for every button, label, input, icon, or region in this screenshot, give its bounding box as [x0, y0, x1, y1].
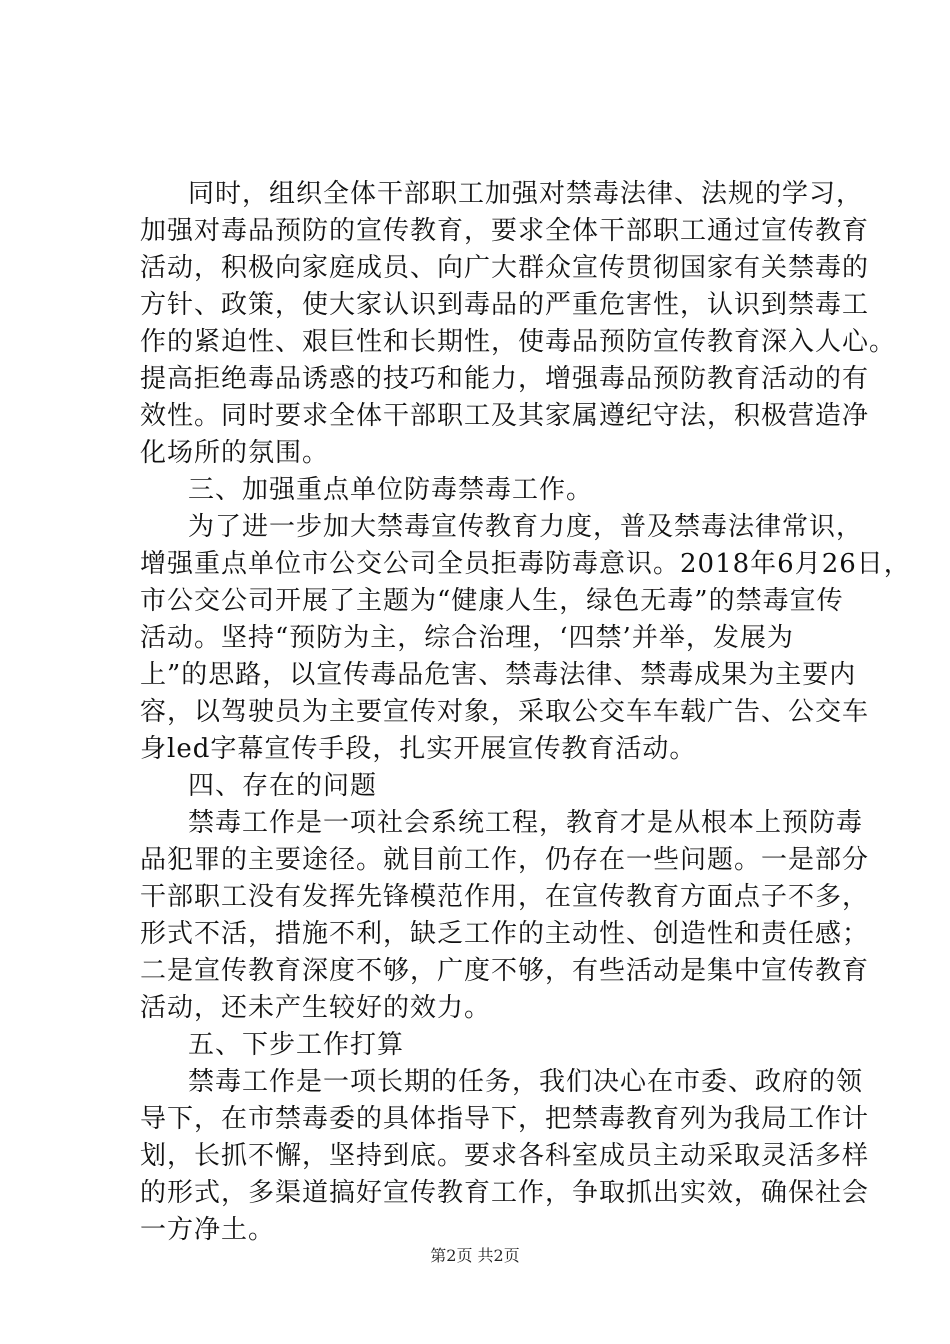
text-line: 化场所的氛围。 — [140, 438, 330, 468]
page-number-footer: 第2页 共2页 — [430, 1246, 520, 1265]
document-body — [140, 176, 911, 1249]
text-line: 禁毒工作是一项社会系统工程，教育才是从根本上预防毒 — [188, 808, 864, 838]
text-line: 一方净土。 — [140, 1215, 276, 1245]
text-line: 容，以驾驶员为主要宣传对象，采取公交车车载广告、公交车 — [140, 697, 870, 727]
text-line: 活动。坚持“预防为主，综合治理，‘四禁’并举，发展为 — [140, 623, 794, 653]
text-line: 提高拒绝毒品诱惑的技巧和能力，增强毒品预防教育活动的有 — [140, 364, 870, 394]
text-line: 为了进一步加大禁毒宣传教育力度，普及禁毒法律常识， — [188, 512, 864, 542]
text-line: 方针、政策，使大家认识到毒品的严重危害性，认识到禁毒工 — [140, 290, 870, 320]
text-line: 形式不活，措施不利，缺乏工作的主动性、创造性和责任感； — [140, 919, 870, 949]
text-line: 导下，在市禁毒委的具体指导下，把禁毒教育列为我局工作计 — [140, 1104, 870, 1134]
text-line: 活动，积极向家庭成员、向广大群众宣传贯彻国家有关禁毒的 — [140, 253, 870, 283]
section-heading: 三、加强重点单位防毒禁毒工作。 — [188, 475, 594, 505]
text-line: 品犯罪的主要途径。就目前工作，仍存在一些问题。一是部分 — [140, 845, 870, 875]
text-line: 上”的思路，以宣传毒品危害、禁毒法律、禁毒成果为主要内 — [140, 660, 857, 690]
text-line: 加强对毒品预防的宣传教育，要求全体干部职工通过宣传教育 — [140, 216, 870, 246]
section-heading: 五、下步工作打算 — [188, 1030, 405, 1060]
text-line: 划，长抓不懈，坚持到底。要求各科室成员主动采取灵活多样 — [140, 1141, 870, 1171]
text-line: 作的紧迫性、艰巨性和长期性，使毒品预防宣传教育深入人心。 — [140, 327, 897, 357]
text-line: 增强重点单位市公交公司全员拒毒防毒意识。2018年6月26日， — [140, 549, 911, 579]
text-line: 效性。同时要求全体干部职工及其家属遵纪守法，积极营造净 — [140, 401, 870, 431]
text-line: 身led字幕宣传手段，扎实开展宣传教育活动。 — [140, 734, 697, 764]
text-line: 干部职工没有发挥先锋模范作用，在宣传教育方面点子不多， — [140, 882, 870, 912]
text-line: 的形式，多渠道搞好宣传教育工作，争取抓出实效，确保社会 — [140, 1178, 870, 1208]
section-heading: 四、存在的问题 — [188, 771, 378, 801]
text-line: 禁毒工作是一项长期的任务，我们决心在市委、政府的领 — [188, 1067, 864, 1097]
text-line: 活动，还未产生较好的效力。 — [140, 993, 492, 1023]
text-line: 同时，组织全体干部职工加强对禁毒法律、法规的学习， — [188, 179, 864, 209]
text-line: 市公交公司开展了主题为“健康人生，绿色无毒”的禁毒宣传 — [140, 586, 844, 616]
text-line: 二是宣传教育深度不够，广度不够，有些活动是集中宣传教育 — [140, 956, 870, 986]
